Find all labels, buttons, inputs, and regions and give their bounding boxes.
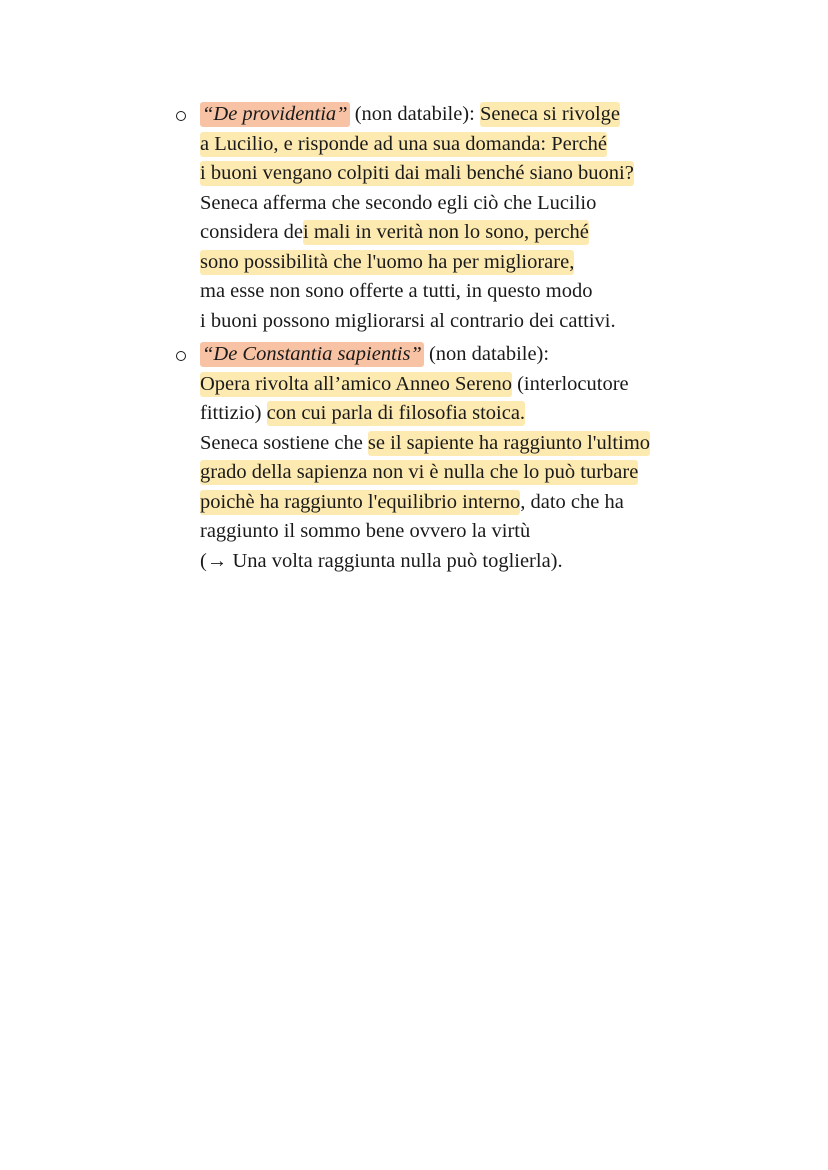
text-line	[200, 519, 530, 543]
text-plain: fittizio)	[200, 402, 267, 424]
text-line	[200, 401, 525, 425]
work-title-de-constantia: “De Constantia sapientis”	[202, 343, 422, 365]
text-line	[200, 102, 620, 126]
text-plain: Seneca sostiene che	[200, 431, 368, 454]
text-plain: , dato che ha	[520, 490, 624, 513]
text-plain: (→ Una volta raggiunta nulla può toglierla).	[200, 549, 563, 572]
text-highlighted: i mali in verità non lo sono, perché	[303, 221, 589, 243]
text-line	[200, 309, 616, 333]
text-highlighted: se il sapiente ha raggiunto l'ultimo	[367, 431, 651, 454]
text-line	[200, 132, 607, 156]
text-line	[200, 279, 592, 303]
text-highlighted: Seneca si rivolge	[479, 103, 620, 125]
text-line	[200, 431, 650, 455]
text-plain: i buoni possono migliorarsi al contrario dei cattivi.	[200, 309, 616, 332]
text-plain: (interlocutore	[511, 372, 629, 395]
text-line	[200, 161, 634, 185]
text-line	[200, 250, 574, 274]
text-highlighted: i buoni vengano colpiti dai mali benché siano buoni?	[200, 162, 634, 184]
text-line	[200, 490, 624, 514]
text-plain: Seneca afferma che secondo egli ciò che Lucilio	[200, 191, 597, 214]
text-plain: raggiunto il sommo bene ovvero la virtù	[200, 520, 531, 542]
text-plain: considera de	[200, 221, 304, 243]
text-line	[200, 372, 629, 396]
hollow-circle-bullet-icon	[176, 351, 186, 361]
work-title-de-providentia: “De providentia”	[202, 103, 348, 125]
text-highlighted: poichè ha raggiunto l'equilibrio interno	[200, 490, 521, 513]
text-line	[200, 549, 563, 573]
text-plain: ma esse non sono offerte a tutti, in questo modo	[200, 280, 593, 302]
text-highlighted: con cui parla di filosofia stoica.	[266, 402, 526, 424]
text-highlighted: sono possibilità che l'uomo ha per migliorare,	[200, 250, 575, 273]
text-line	[200, 191, 596, 215]
text-highlighted: a Lucilio, e risponde ad una sua domanda: Perché	[200, 132, 608, 155]
text-line	[200, 220, 589, 244]
text-plain: (non databile):	[349, 103, 480, 125]
text-highlighted: grado della sapienza non vi è nulla che lo può turbare	[200, 461, 639, 483]
text-line	[200, 342, 549, 366]
text-line	[200, 460, 638, 484]
text-plain: (non databile):	[423, 343, 550, 365]
hollow-circle-bullet-icon	[176, 111, 186, 121]
text-highlighted: Opera rivolta all’amico Anneo Sereno	[200, 372, 512, 395]
